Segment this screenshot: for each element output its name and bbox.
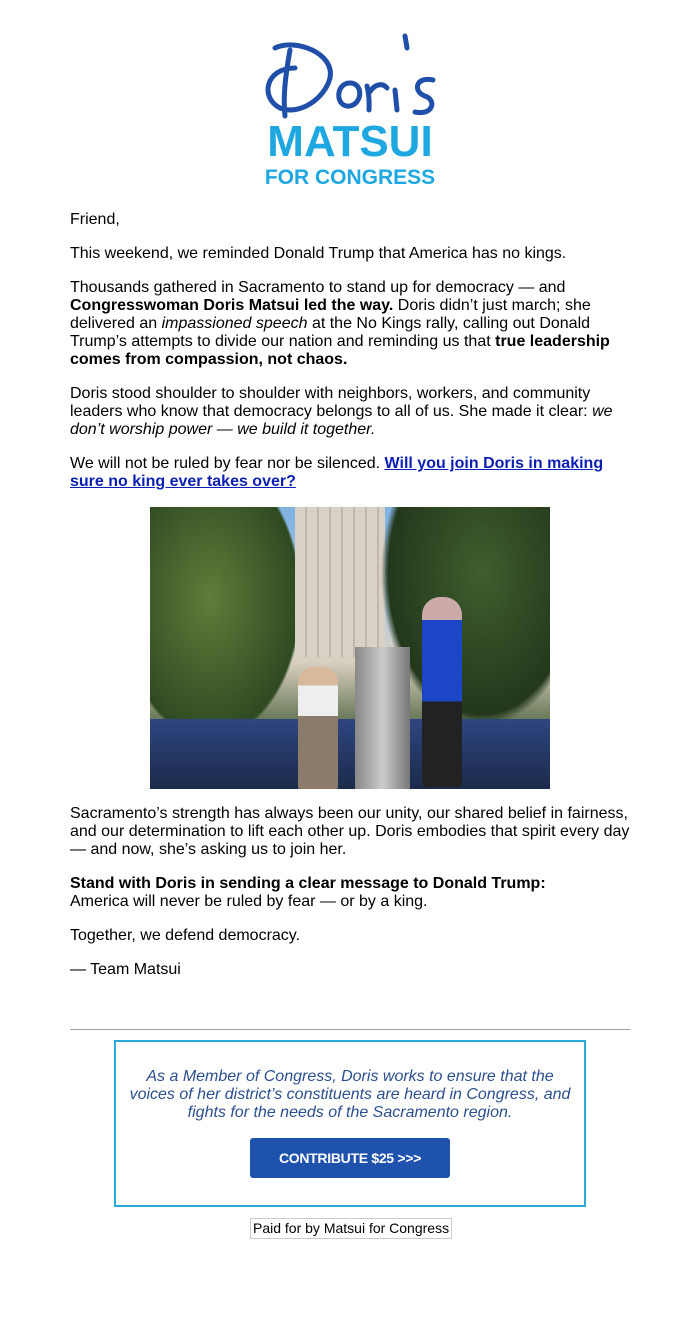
paid-for-disclaimer: Paid for by Matsui for Congress <box>250 1218 452 1239</box>
paragraph-6: Stand with Doris in sending a clear message to Donald Trump: America will never be ruled by fear — or by a king. <box>70 875 546 910</box>
paragraph-3: Doris stood shoulder to shoulder with neighbors, workers, and community leaders who know that democracy belongs to all of us. She made it clear: we don’t worship power — we build it together. <box>70 385 613 438</box>
logo-tagline: FOR CONGRESS <box>264 166 436 189</box>
signoff: — Team Matsui <box>70 961 181 978</box>
greeting: Friend, <box>70 211 120 228</box>
paragraph-7: Together, we defend democracy. <box>70 927 301 944</box>
footer-message: As a Member of Congress, Doris works to ensure that the voices of her district’s constituents are heard in Congress, and fights for the needs of the Sacramento region. <box>129 1068 571 1121</box>
contribute-box <box>114 1040 586 1207</box>
email-body <box>70 211 632 995</box>
paragraph-2: Thousands gathered in Sacramento to stand up for democracy — and Congresswoman Doris Matsui led the way. Doris didn’t just march; she delivered an impassioned speech at the No Kings rally, calling out Donald Trump’s attempts to divide our nation and reminding us that true leadership comes from compassion, not chaos. <box>70 279 610 368</box>
contribute-button[interactable]: CONTRIBUTE $25 >>> <box>250 1138 450 1178</box>
rally-photo <box>150 507 550 789</box>
join-doris-link[interactable]: Will you join Doris in making sure no king ever takes over? <box>70 455 604 490</box>
paragraph-4: We will not be ruled by fear nor be silenced. Will you join Doris in making sure no king ever takes over? <box>70 455 604 490</box>
campaign-logo <box>255 28 445 190</box>
logo-name: MATSUI <box>267 117 433 166</box>
divider <box>70 1029 630 1030</box>
paragraph-1: This weekend, we reminded Donald Trump that America has no kings. <box>70 245 567 262</box>
paragraph-5: Sacramento’s strength has always been our unity, our shared belief in fairness, and our determination to lift each other up. Doris embodies that spirit every day — and now, she’s asking us to join her. <box>70 805 630 858</box>
